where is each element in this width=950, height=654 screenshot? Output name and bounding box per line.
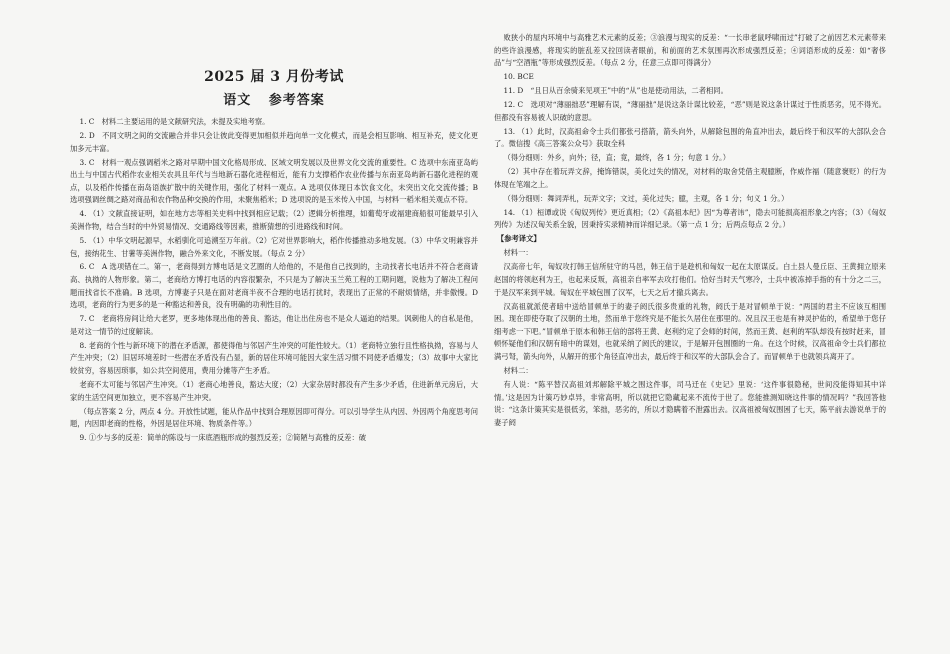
answer-paragraph: 有人说：“陈平替汉高祖刘邦解除平城之围这件事，司马迁在《史记》里说：‘这件事很隐秘，世间没能得知其中详情。’这是因为计策巧妙卓异，非常高明，所以就把它隐藏起来不流传于世了。您能推测知晓这件事的情况吗？”我回答他说：“这条计策其实是很低劣，笨拙，恶劣的，所以才隐瞒着不泄露出去。汉高祖被匈奴围困了七天，陈平前去游说单于的妻子阏 [494,379,886,427]
right-column [494,0,886,654]
exam-title: 2025 届 3 月份考试 [204,69,344,85]
answer-paragraph: 汉高祖就派使者暗中送给冒顿单于的妻子阏氏很多贵重的礼物，阏氏于是对冒顿单于说：“两国的君主不应该互相围困。现在即使夺取了汉朝的土地，然而单于您终究是不能长久居住在那里的。况且汉王也是有神灵护佑的，希望单于您仔细考虑一下吧。”冒顿单于原本和韩王信的部将王黄、赵利约定了会师的时间，然而王黄、赵利的军队却没有按时赶来，冒顿怀疑他们和汉朝有暗中的谋划，也就采纳了阏氏的建议，于是解开包围圈的一角。在这个时候，汉高祖命令士兵们都拉满弓弩，箭头向外，从解开的那个角径直冲出去，最后终于和汉军的大部队会合了。而冒顿单于也就领兵离开了。 [494,301,886,361]
exam-subtitle [70,89,478,108]
answer-paragraph: 9. ①少与多的反差：简单的陈设与一床底酒瓶形成的强烈反差；②简陋与高雅的反差：破 [79,433,367,443]
answer-paragraph: 12. C 选项对“薄丽拙恶”理解有误，“薄丽拙”是说这条计谋比较差，“恶”则是说这条计谋过于性质恶劣，见不得光。但都没有容易被人识破的意思。 [494,100,886,122]
answer-paragraph: （得分细则：外乡，向外；径，直；竟，最终，各 1 分；句意 1 分。） [503,153,731,163]
subject-label: 语文 [223,93,252,108]
answer-paragraph: 老商不太可能与邻居产生冲突。（1）老商心地善良，豁达大度；（2）大家杂居时都没有产生多少矛盾，住进新单元房后，大家的生活空间更加独立，更不容易产生冲突。 [70,380,478,402]
answer-paragraph: 14. （1）桓谭或说《匈奴列传》更近真相；（2）《高祖本纪》因“为尊者讳”，隐去可能损高祖形象之内容；（3）《匈奴列传》为述汉匈关系全貌，因秉持实录精神而详细记录。（第一点 1 分；后两点每点 2 分。） [494,207,886,230]
answer-paragraph: 7. C 老商将房间让给大老罗，更多地体现出他的善良、豁达，他让出住房也不是众人逼迫的结果。讽刺他人的自私是他，是对这一情节的过度解读。 [70,314,478,336]
answer-paragraph: 材料二： [503,365,533,375]
answer-paragraph: 13. （1）此时，汉高祖命令士兵们都张弓搭箭，箭头向外，从解除包围的角直冲出去，最后终于和汉军的大部队会合了。微信搜《高三答案公众号》获取全科 [494,126,886,149]
answer-paragraph: 10. BCE [503,72,534,82]
answer-paragraph: 【参考译文】 [496,234,541,244]
answer-paragraph: 1. C 材料二主要运用的是文献研究法，未提及实地考察。 [79,117,270,126]
answer-paragraph: （2）其中存在着玩弄文辞，掩饰错误，美化过失的情况，对材料的取舍凭借主观臆断，作威作福（随意褒贬）的行为体现在笔端之上。 [494,167,886,189]
answer-paragraph: 6. C A 选项错在二。第一，老商得到方博电话是文艺圈的人给他的，不是他自己找到的，主动找者长电话并不符合老商请高、执拗的人物形象。第二，老商给方博打电话的内容很繁杂，不只是为了解决玉兰苑工程的工期问题，说他为了解决工程问题而找省长不准确。B 选项，方博妻子只是在面对老商半夜不合理的电话打扰时，表现出了正常的不耐烦情绪，并非傲慢。D 选项，老商的行为更多的是一种豁达和善良，没有明确的功利性目的。 [70,262,478,310]
answer-paragraph: 3. C 材料一观点强调稻米之路对早期中国文化格局形成、区域文明发展以及世界文化交流的重要性。C 选项中东南亚岛屿出土与中国古代稻作农业相关农具且年代与当地新石器化进程相近，能有力支撑稻作农业传播与东南亚岛屿新石器化进程的观点，以及稻作传播在南岛语族扩散中的关键作用，强化了材料一观点。A 选项仅体现日本饮食文化，未突出文化交流传播；B 选项强调丝绸之路对商品和农作物品种交换的作用，未聚焦稻米；D 选项说的是玉米传入中国，与材料一稻米相关观点不符。 [70,157,478,205]
answer-paragraph: （得分细则：舞词弄札，玩弄文字；文过，美化过失；臆，主观，各 1 分；句义 1 分。） [503,193,789,203]
answer-paragraph: 材料一： [503,248,533,258]
answer-key-label: 参考答案 [268,93,325,108]
left-paragraphs [70,116,478,445]
answer-paragraph: （每点答案 2 分，两点 4 分。开放性试题，能从作品中找到合理原因即可得分。可以引导学生从内因、外因两个角度思考问题，内因即老商的性格，外因是居住环境、物质条件等。） [70,406,478,429]
answer-paragraph: 8. 老商的个性与新环境下的潜在矛盾源，都使得他与邻居产生冲突的可能性较大。（1）老商特立独行且性格执拗，容易与人产生冲突；（2）旧居环境差时一些潜在矛盾没有凸显，新的居住环境可能因大家生活习惯不同使矛盾爆发；（3）故事中大家比较贫穷，容易因琐事，如公共空间使用，费用分摊等产生矛盾。 [70,340,478,376]
answer-paragraph: 汉高帝七年，匈奴攻打韩王信所驻守的马邑，韩王信于是趁机和匈奴一起在太原谋反。白土县人曼丘臣、王黄拥立原来赵国的将领赵利为王，也起来反叛，高祖亲自率军去攻打他们。恰好当时天气寒冷，士兵中被冻掉手指的有十分之二三，于是汉军来到平城。匈奴在平城包围了汉军，七天之后才撤兵离去。 [494,262,886,297]
answer-paragraph: 2. D 不同文明之间的交流融合并非只会让彼此变得更加相似并趋向单一文化模式，而是会相互影响、相互补充，使文化更加多元丰富。 [70,130,478,153]
answer-paragraph: 5. （1）中华文明起源早，水稻驯化可追溯至万年前。（2）它对世界影响大，稻作传播推动多地发展。（3）中华文明兼容并包，接纳花生、甘薯等美洲作物，融合外来文化，不断发展。（每点 2 分） [70,235,478,258]
left-column [70,0,478,654]
answer-paragraph: 4. （1）文献直接证明，如在地方志等相关史料中找到相应记载；（2）逻辑分析推理，如葡萄牙或福建商船很可能最早引入美洲作物，结合当时的中外贸易情况、交通路线等因素，推断猜想的引进路线和时间。 [70,209,478,231]
answer-paragraph: 败狭小的屋内环境中与高雅艺术元素的反差；③浪漫与现实的反差：“一长串老鼠呼啸而过”打破了之前因艺术元素带来的些许浪漫感，将现实的脏乱差又拉回读者眼前，和前面的艺术氛围再次形成强烈反差；④词语形成的反差：如“奢侈品”与“空酒瓶”等形成强烈反差。（每点 2 分，任意三点即可得满分） [494,33,886,68]
right-paragraphs [494,32,886,429]
answer-paragraph: 11. D “且日从百余骑来见项王”中的“从”也是使动用法，二者相同。 [503,86,728,96]
